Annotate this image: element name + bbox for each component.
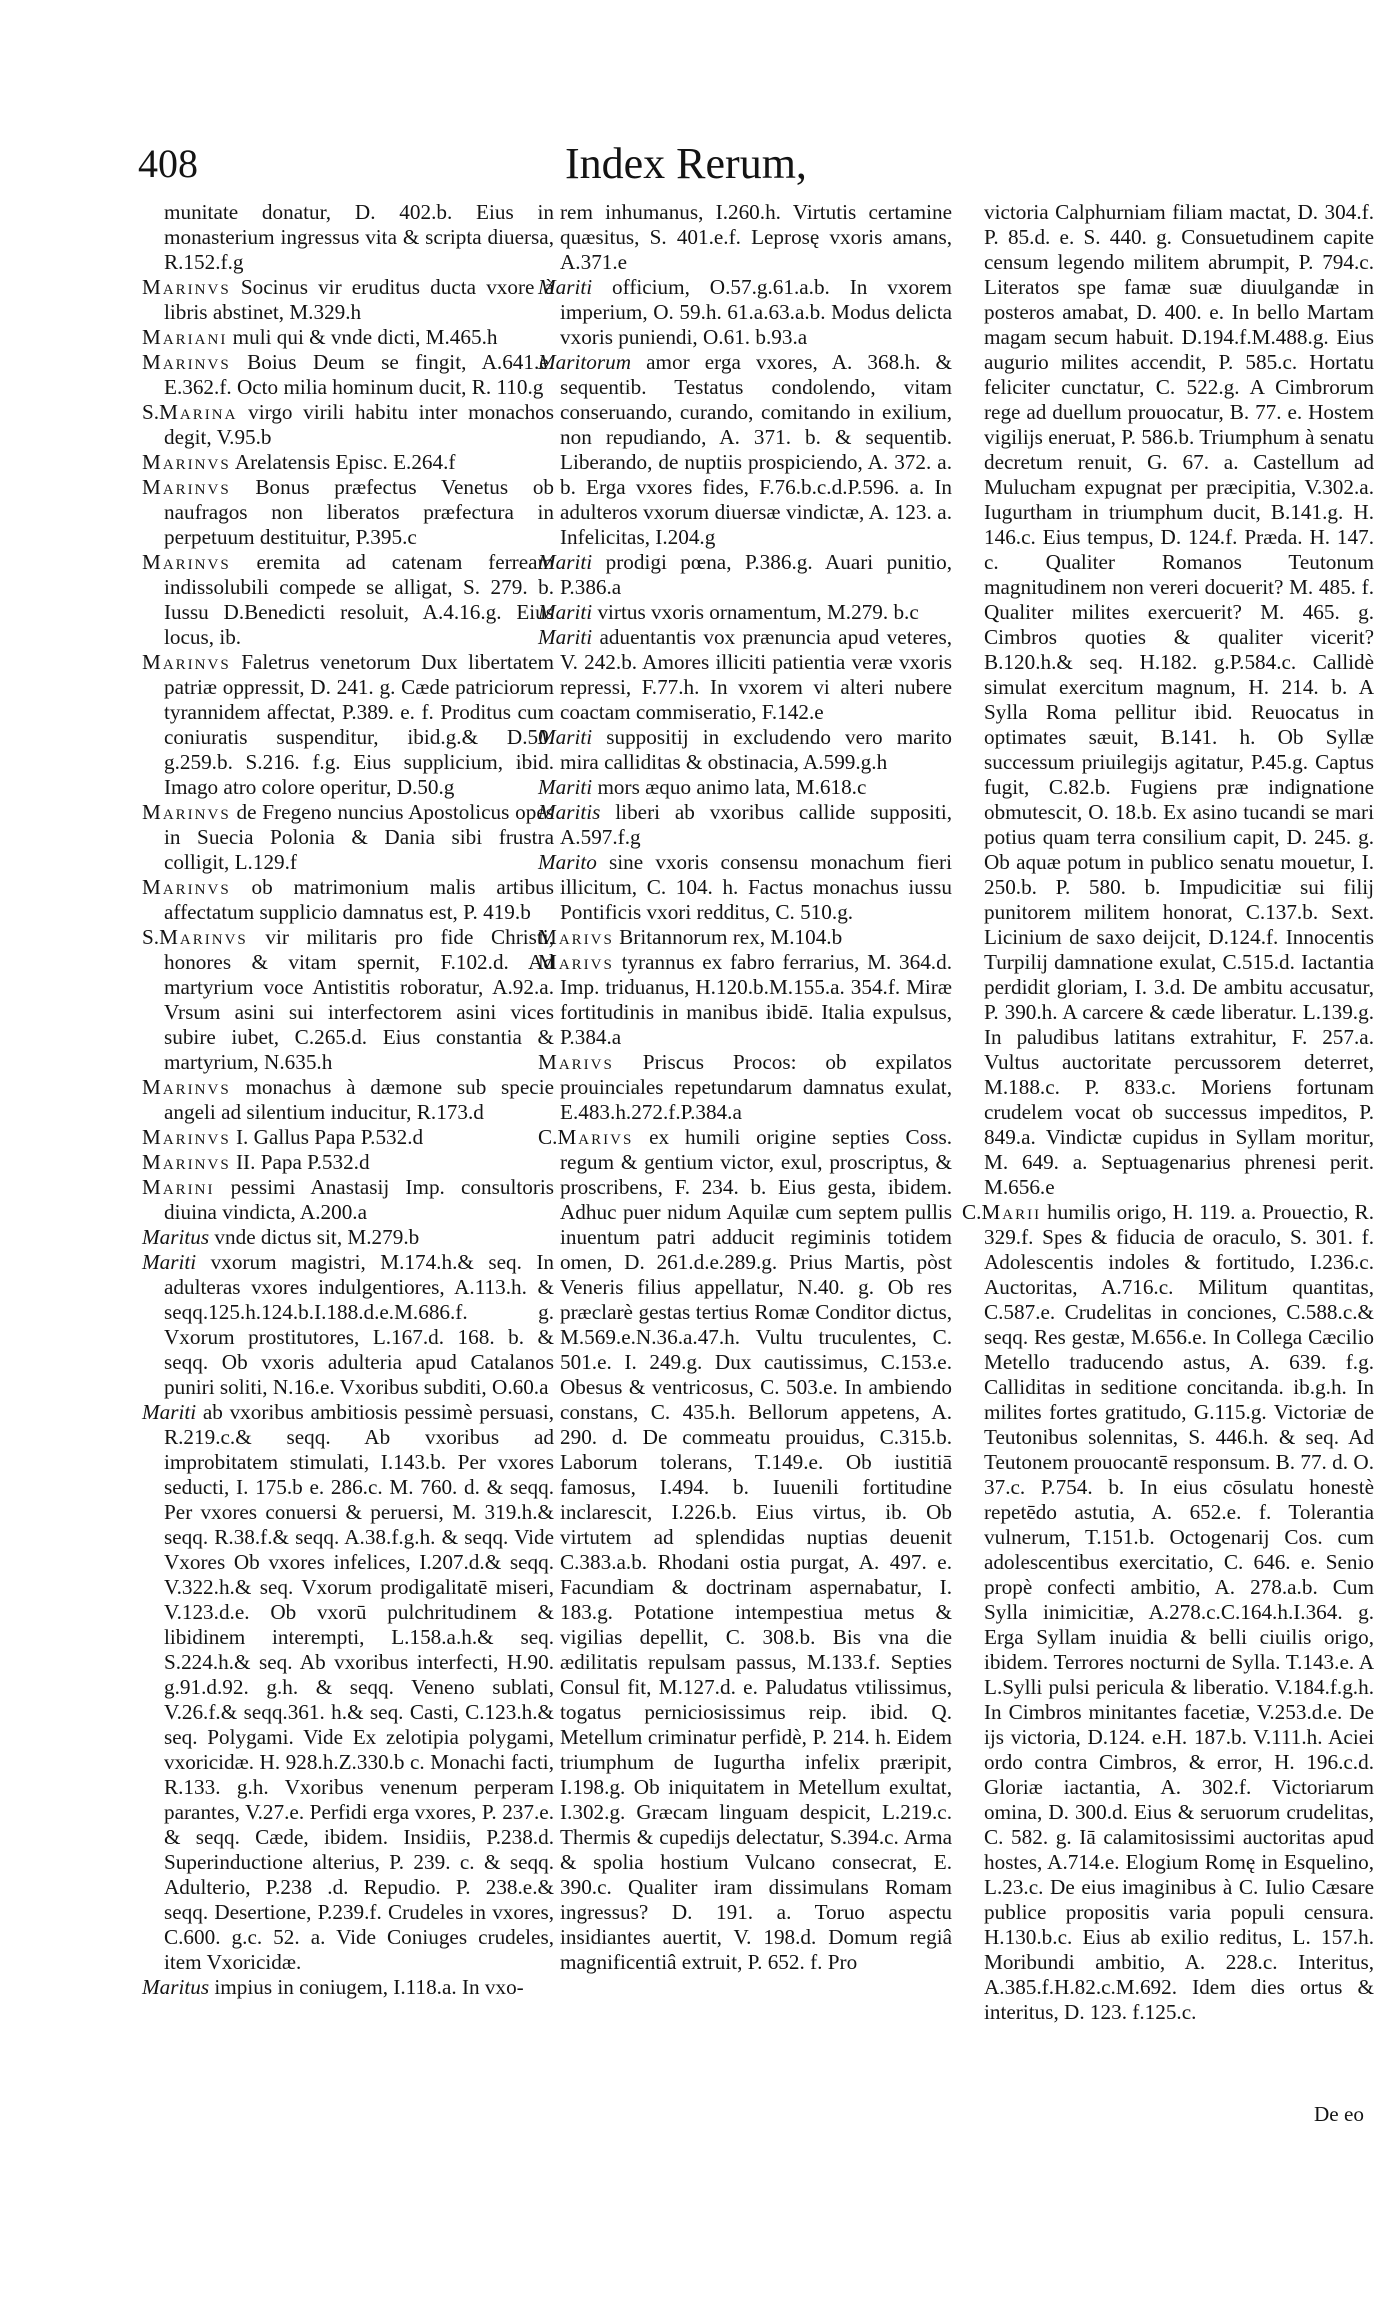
entry-headword: Marinvs <box>142 1125 231 1149</box>
index-entry <box>538 550 952 600</box>
entry-text: tyrannus ex fabro ferrarius, M. 364.d. Imp. triduanus, H.120.b.M.155.a. 354.f. Miræ fortitudinis in manibus ibidē. Italia expulsus, P.384.a <box>560 950 952 1049</box>
entry-text: Faletrus venetorum Dux libertatem patriæ oppressit, D. 241. g. Cæde patriciorum tyrannidem affectat, P.389. e. f. Proditus cum coniuratis suspenditur, ibid.g.& D.50. g.259.b. S.216. f.g. Eius supplicium, ibid. Imago atro colore operitur, D.50.g <box>164 650 554 799</box>
index-entry <box>142 350 554 400</box>
entry-text: officium, O.57.g.61.a.b. In vxorem imperium, O. 59.h. 61.a.63.a.b. Modus delicta vxoris puniendi, O.61. b.93.a <box>560 275 952 349</box>
index-entry-continued <box>962 200 1374 1200</box>
entry-text: vir militaris pro fide Christi, honores & vitam spernit, F.102.d. Ad martyrium voce Antistitis roboratur, A.92.a. Vrsum asini sui interfectorem asini vices subire iubet, C.265.d. Eius constantia & martyrium, N.635.h <box>164 925 554 1074</box>
index-entry <box>142 1975 554 2000</box>
index-entry <box>538 1125 952 1975</box>
entry-headword: Marinvs <box>142 1150 231 1174</box>
entry-text: mors æquo animo lata, M.618.c <box>597 775 867 799</box>
entry-text: sine vxoris consensu monachum fieri illicitum, C. 104. h. Factus monachus iussu Pontificis vxori redditus, C. 510.g. <box>560 850 952 924</box>
entry-prefix: S. <box>142 925 160 949</box>
index-entry <box>142 1175 554 1225</box>
entry-text: munitate donatur, D. 402.b. Eius in monasterium ingressus vita & scripta diuersa, R.152.f.g <box>164 200 554 274</box>
index-entry <box>538 600 952 625</box>
entry-headword: Marinvs <box>142 550 231 574</box>
index-entry <box>538 725 952 775</box>
entry-text: humilis origo, H. 119. a. Prouectio, R. 329.f. Spes & fiducia de oraculo, S. 301. f. Adolescentis indoles & fortitudo, I.236.c. Auctoritas, A.716.c. Militum quantitas, C.587.e. Crudelitas in conciones, C.588.c.& seqq. Res gestæ, M.656.e. In Collega Cæcilio Metello traducendo astus, A. 639. f.g. Calliditas in seditione concitanda. ib.g.h. In milites fortes gratitudo, G.115.g. Victoriæ de Teutonibus solennitas, S. 446.h. & seq. Ad Teutonem prouocantē responsum. B. 77. d. O. 37.c. P.754. b. In eius cōsulatu honestè repetēdo astutia, A. 652.e. f. Tolerantia vulnerum, T.151.b. Octogenarij Cos. cum adolescentibus exercitatio, C. 646. e. Senio propè confecti ambitio, A. 278.a.b. Cum Sylla inimicitiæ, A.278.c.C.164.h.I.364. g. Erga Syllam inuidia & belli ciuilis origo, ibidem. Terrores nocturni de Sylla. T.143.e. A L.Sylli pulsi pericula & liberatio. V.184.f.g.h. In Cimbros minitantes facetiæ, V.253.d.e. De ijs victoria, D.124. e.H. 187.b. V.111.h. Aciei ordo contra Cimbros, & error, H. 196.c.d. Gloriæ iactantia, A. 302.f. Victoriarum omina, D. 300.d. Eius & seruorum crudelitas, C. 582. g. Iā calamitosissimi auctoritas apud hostes, A.714.e. Elogium Romę in Esquelino, L.23.c. De eius imaginibus à C. Iulio Cæsare publice propositis varia populi censura. H.130.b.c. Eius ab exilio reditus, L. 157.h. Moribundi ambitio, A. 228.c. Interitus, A.385.f.H.82.c.M.692. Idem dies ortus & interitus, D. 123. f.125.c. <box>984 1200 1374 2024</box>
index-entry <box>538 625 952 725</box>
entry-text: Priscus Procos: ob expilatos prouinciales repetundarum damnatus exulat, E.483.h.272.f.P.384.a <box>560 1050 952 1124</box>
entry-headword: Mariti <box>538 600 593 624</box>
entry-text: virtus vxoris ornamentum, M.279. b.c <box>597 600 919 624</box>
entry-headword: Mariti <box>142 1400 197 1424</box>
index-column-1 <box>142 200 554 2000</box>
entry-headword: Marivs <box>557 1125 634 1149</box>
index-entry <box>142 1125 554 1150</box>
entry-headword: Marinvs <box>142 650 231 674</box>
entry-headword: Mariani <box>142 325 228 349</box>
entry-text: virgo virili habitu inter monachos degit, V.95.b <box>164 400 555 449</box>
entry-text: Socinus vir eruditus ducta vxore à libris abstinet, M.329.h <box>164 275 554 324</box>
entry-text: eremita ad catenam ferream indissolubili compede se alligat, S. 279. b. Iussu D.Benedicti resoluit, A.4.16.g. Eius locus, ib. <box>164 550 554 649</box>
entry-text: amor erga vxores, A. 368.h. & sequentib. Testatus condolendo, vitam conseruando, curando, comitando in exilium, non repudiando, A. 371. b. & sequentib. Liberando, de nuptiis prospiciendo, A. 372. a. b. Erga vxores fides, F.76.b.c.d.P.596. a. In adulteros vxorum diuersæ vindictæ, A. 123. a. Infelicitas, I.204.g <box>560 350 952 549</box>
entry-text: vxorum magistri, M.174.h.& seq. In adulteras vxores indulgentiores, A.113.h. & seqq.125.h.124.b.I.188.d.e.M.686.f. g. Vxorum prostitutores, L.167.d. 168. b. & seqq. Ob vxoris adulteria apud Catalanos puniri soliti, N.16.e. Vxoribus subditi, O.60.a <box>164 1250 554 1399</box>
entry-text: de Fregeno nuncius Apostolicus opes in Suecia Polonia & Dania sibi frustra colligit, L.129.f <box>164 800 554 874</box>
entry-text: suppositij in excludendo vero marito mira calliditas & obstinacia, A.599.g.h <box>560 725 953 774</box>
index-entry <box>538 275 952 350</box>
entry-headword: Marinvs <box>142 450 231 474</box>
index-entry <box>142 475 554 550</box>
entry-headword: Mariti <box>142 1250 197 1274</box>
entry-headword: Marini <box>142 1175 215 1199</box>
index-entry <box>142 275 554 325</box>
entry-text: Britannorum rex, M.104.b <box>619 925 843 949</box>
running-head: Index Rerum, <box>565 139 807 188</box>
catchword: De eo <box>1314 2102 1364 2126</box>
entry-prefix: S. <box>142 400 160 424</box>
entry-headword: Marii <box>981 1200 1042 1224</box>
index-entry <box>962 1200 1374 2025</box>
entry-headword: Marina <box>159 400 238 424</box>
entry-headword: Marinvs <box>142 875 231 899</box>
index-entry <box>538 800 952 850</box>
entry-prefix: C. <box>538 1125 558 1149</box>
index-entry <box>142 1150 554 1175</box>
index-entry <box>142 550 554 650</box>
entry-text: liberi ab vxoribus callide suppositi, A.597.f.g <box>560 800 953 849</box>
entry-headword: Mariti <box>538 775 593 799</box>
entry-text: pessimi Anastasij Imp. consultoris diuina vindicta, A.200.a <box>164 1175 555 1224</box>
entry-headword: Marivs <box>538 950 614 974</box>
entry-text: ex humili origine septies Coss. regum & gentium victor, exul, proscriptus, & proscribens, F. 234. b. Eius gesta, ibidem. Adhuc puer nidum Aquilæ cum septem pullis inuentum patri adducit regiminis totidem omen, D. 261.d.e.289.g. Prius Martis, pòst Veneris filius appellatur, N.40. g. Ob res præclarè gestas tertius Romæ Conditor dictus, M.569.e.N.36.a.47.h. Vultu truculentes, C. 501.e. I. 249.g. Dux cautissimus, C.153.e. Obesus & ventricosus, C. 503.e. In ambiendo constans, C. 435.h. Bellorum appetens, A. 290. d. De commeatu prouidus, C.315.b. Laborum tolerans, T.149.e. Ob iustitiā famosus, I.494. b. Iuuenili fortitudine inclarescit, I.226.b. Eius virtus, ib. Ob virtutem ad splendidas nuptias deuenit C.383.a.b. Rhodani ostia purgat, A. 497. e. Facundiam & doctrinam aspernabatur, I. 183.g. Potatione intempestiua metus & vigilias depellit, C. 308.b. Bis vna die ædilitatis repulsam passus, M.133.f. Septies Consul fit, M.127.d. e. Paludatus vtilissimus, togatus perniciosissimus reip. ibid. Q. Metellum criminatur perfidè, P. 214. h. Eidem triumphum de Iugurtha infelix præripit, I.198.g. Ob iniquitatem in Metellum exultat, I.302.g. Græcam linguam despicit, L.219.c. Thermis & cupedijs delectatur, S.394.c. Arma & spolia hostium Vulcano consecrat, E. 390.c. Qualiter iram dissimulans Romam ingressus? D. 191. a. Toruo aspectu insidiantes auertit, V. 198.d. Domum regiâ magnificentiâ extruit, P. 652. f. Pro <box>560 1125 952 1974</box>
index-entry <box>538 1050 952 1125</box>
entry-text: monachus à dæmone sub specie angeli ad silentium inducitur, R.173.d <box>164 1075 554 1124</box>
index-entry <box>538 925 952 950</box>
entry-headword: Mariti <box>538 550 593 574</box>
index-entry <box>142 875 554 925</box>
entry-headword: Mariti <box>538 625 593 649</box>
index-entry <box>142 925 554 1075</box>
entry-text: Bonus præfectus Venetus ob naufragos non liberatos præfectura in perpetuum destituitur, P.395.c <box>164 475 555 549</box>
entry-headword: Marinvs <box>142 350 231 374</box>
entry-headword: Maritus <box>142 1225 210 1249</box>
index-entry <box>142 1075 554 1125</box>
entry-headword: Marinvs <box>142 275 231 299</box>
entry-headword: Maritis <box>538 800 601 824</box>
entry-prefix: C. <box>962 1200 982 1224</box>
entry-text: muli qui & vnde dicti, M.465.h <box>232 325 498 349</box>
entry-headword: Marinvs <box>142 1075 231 1099</box>
entry-text: vnde dictus sit, M.279.b <box>214 1225 420 1249</box>
entry-headword: Mariti <box>538 725 593 749</box>
index-column-3 <box>962 200 1374 2025</box>
index-entry <box>142 325 554 350</box>
entry-headword: Marivs <box>538 925 614 949</box>
entry-headword: Mariti <box>538 275 593 299</box>
entry-text: impius in coniugem, I.118.a. In vxo- <box>214 1975 524 1999</box>
index-entry <box>142 650 554 800</box>
entry-headword: Marivs <box>538 1050 614 1074</box>
entry-text: aduentantis vox prænuncia apud veteres, V. 242.b. Amores illiciti patientia veræ vxoris repressi, F.77.h. In vxorem vi alteri nubere coactam commiseratio, F.142.e <box>560 625 952 724</box>
index-entry <box>142 400 554 450</box>
index-entry <box>142 800 554 875</box>
index-entry-continued <box>538 200 952 275</box>
entry-text: victoria Calphurniam filiam mactat, D. 304.f. P. 85.d. e. S. 440. g. Consuetudinem capite censum legendo militem abrumpit, P. 794.c. Literatos spe famæ suæ diuulgandæ in posteros amabat, D. 400. e. In bello Martam magam secum habuit. D.194.f.M.488.g. Eius augurio milites accendit, P. 585.c. Hortatu feliciter cunctatur, C. 522.g. A Cimbrorum rege ad duellum prouocatur, B. 77. e. Hostem vigilijs eneruat, P. 586.b. Triumphum à senatu decretum renuit, G. 67. a. Castellum ad Mulucham expugnat per præcipitia, V.302.a. Iugurtham in triumphum ducit, B.141.g. H. 146.c. Eius tempus, D. 124.f. Præda. H. 147. c. Qualiter Romanos Teutonum magnitudinem non vereri docuerit? M. 485. f. Qualiter milites exercuerit? M. 465. g. Cimbros quoties & qualiter vicerit? B.120.h.& seq. H.182. g.P.584.c. Callidè simulat exercitum magnum, H. 214. b. A Sylla Roma pellitur ibid. Reuocatus in optimates sæuit, B.141. h. Ob Syllæ successum priuilegijs agitatur, P.45.g. Captus fugit, C.82.b. Fugiens præ indignatione obmutescit, O. 18.b. Ex asino tucandi se mari potius quam terra consilium capit, D. 245. g. Ob aquæ potum in publico senatu mouetur, I. 250.b. P. 580. b. Impudicitiæ sui filij punitorem militem honorat, C.137.b. Sext. Licinium de saxo deijcit, D.124.f. Innocentis Turpilij damnatione exulat, C.515.d. Iactantia perdidit gloriam, I. 3.d. De ambitu accusatur, P. 390.h. A carcere & cæde liberatur. L.139.g. In paludibus latitans extrahitur, F. 257.a. Vultus auctoritate percussorem deterret, M.188.c. P. 833.c. Moriens fortunam crudelem vocat ob successus impeditos, P. 849.a. Vindictæ cupidus in Syllam moritur, M. 649. a. Septuagenarius phrenesi perit. M.656.e <box>984 200 1374 1199</box>
entry-headword: Marinvs <box>159 925 248 949</box>
entry-text: prodigi pœna, P.386.g. Auari punitio, P.386.a <box>560 550 952 599</box>
index-entry <box>538 350 952 550</box>
entry-text: Arelatensis Episc. E.264.f <box>234 450 456 474</box>
entry-text: II. Papa P.532.d <box>235 1150 370 1174</box>
entry-text: I. Gallus Papa P.532.d <box>235 1125 424 1149</box>
index-entry <box>142 1225 554 1250</box>
index-entry <box>142 450 554 475</box>
entry-headword: Marinvs <box>142 475 231 499</box>
index-entry <box>538 950 952 1050</box>
entry-text: rem inhumanus, I.260.h. Virtutis certamine quæsitus, S. 401.e.f. Leprosę vxoris amans, A.371.e <box>560 200 952 274</box>
entry-text: ob matrimonium malis artibus affectatum supplicio damnatus est, P. 419.b <box>164 875 554 924</box>
index-entry <box>142 1250 554 1400</box>
entry-text: ab vxoribus ambitiosis pessimè persuasi, R.219.c.& seqq. Ab vxoribus ad improbitatem stimulati, I.143.b. Per vxores seducti, I. 175.b e. 286.c. M. 760. d. & seqq. Per vxores conuersi & peruersi, M. 319.h.& seqq. R.38.f.& seqq. A.38.f.g.h. & seqq. Vide Vxores Ob vxores infelices, I.207.d.& seqq. V.322.h.& seq. Vxorum prodigalitatē miseri, V.123.d.e. Ob vxorū pulchritudinem & libidinem interempti, L.158.a.h.& seq. S.224.h.& seq. Ab vxoribus interfecti, H.90. g.91.d.92. g.h. & seqq. Veneno sublati, V.26.f.& seqq.361. h.& seq. Casti, C.123.h.& seq. Polygami. Vide Ex zelotipia polygami, vxoricidæ. H. 928.h.Z.330.b c. Monachi facti, R.133. g.h. Vxoribus venenum perperam parantes, V.27.e. Perfidi erga vxores, P. 237.e. & seqq. Cæde, ibidem. Insidiis, P.238.d. Superinductione alterius, P. 239. c. & seqq. Adulterio, P.238 .d. Repudio. P. 238.e.& seqq. Desertione, P.239.f. Crudeles in vxores, C.600. g.c. 52. a. Vide Coniuges crudeles, item Vxoricidæ. <box>164 1400 554 1974</box>
entry-text: Boius Deum se fingit, A.641.e. E.362.f. Octo milia hominum ducit, R. 110.g <box>164 350 554 399</box>
entry-headword: Maritus <box>142 1975 210 1999</box>
index-entry-continued <box>142 200 554 275</box>
entry-headword: Maritorum <box>538 350 631 374</box>
index-entry <box>538 850 952 925</box>
index-entry <box>538 775 952 800</box>
index-entry <box>142 1400 554 1975</box>
entry-headword: Marito <box>538 850 597 874</box>
page-number: 408 <box>138 141 198 186</box>
index-column-2 <box>538 200 952 1975</box>
entry-headword: Marinvs <box>142 800 231 824</box>
